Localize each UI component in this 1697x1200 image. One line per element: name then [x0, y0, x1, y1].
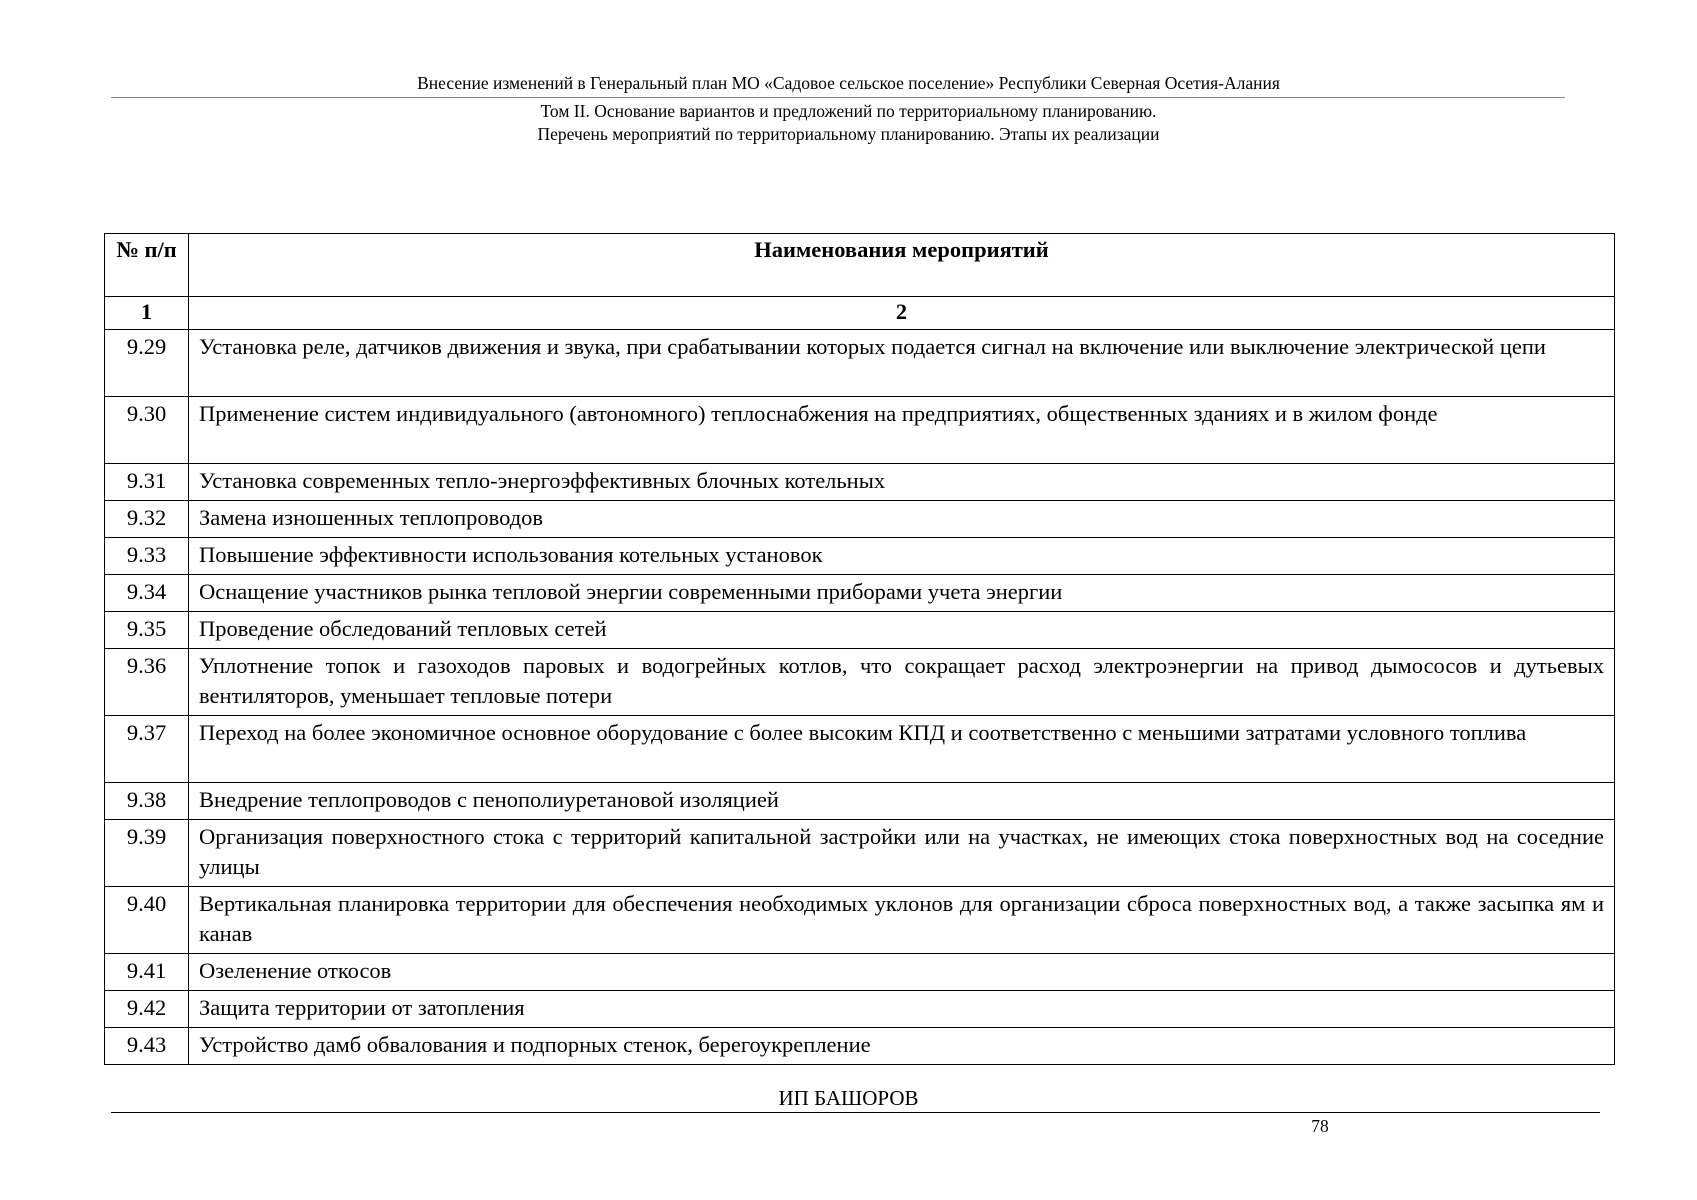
- table-row: [105, 397, 1615, 464]
- row-number: 9.39: [105, 820, 189, 887]
- measure-text: Проведение обследований тепловых сетей: [189, 612, 1615, 649]
- measure-text: Внедрение теплопроводов с пенополиуретановой изоляцией: [189, 783, 1615, 820]
- row-number: 9.38: [105, 783, 189, 820]
- row-number: 9.35: [105, 612, 189, 649]
- column-number-1: 1: [105, 297, 189, 330]
- table-row: [105, 991, 1615, 1028]
- measure-text: Организация поверхностного стока с территорий капитальной застройки или на участках, не имеющих стока поверхностных вод на соседние улицы: [189, 820, 1615, 887]
- column-number-2: 2: [189, 297, 1615, 330]
- table-row: [105, 1028, 1615, 1065]
- table-row: [105, 575, 1615, 612]
- measure-text: Защита территории от затопления: [189, 991, 1615, 1028]
- document-header-title: Внесение изменений в Генеральный план МО «Садовое сельское поселение» Республики Северная Осетия-Алания: [417, 73, 1280, 93]
- row-number: 9.30: [105, 397, 189, 464]
- measure-text: Замена изношенных теплопроводов: [189, 501, 1615, 538]
- measure-text: Вертикальная планировка территории для обеспечения необходимых уклонов для организации сброса поверхностных вод, а также засыпка ям и канав: [189, 887, 1615, 954]
- table-row: [105, 649, 1615, 716]
- row-number: 9.37: [105, 716, 189, 783]
- measure-text: Устройство дамб обвалования и подпорных стенок, берегоукрепление: [189, 1028, 1615, 1065]
- row-number: 9.40: [105, 887, 189, 954]
- measure-text: Установка реле, датчиков движения и звука, при срабатывании которых подается сигнал на включение или выключение электрической цепи: [189, 330, 1615, 397]
- measure-text: Повышение эффективности использования котельных установок: [189, 538, 1615, 575]
- table-row: [105, 612, 1615, 649]
- table-header-row: [105, 234, 1615, 297]
- footer-company-name: ИП БАШОРОВ: [778, 1086, 919, 1110]
- row-number: 9.42: [105, 991, 189, 1028]
- row-number: 9.31: [105, 464, 189, 501]
- measure-text: Оснащение участников рынка тепловой энергии современными приборами учета энергии: [189, 575, 1615, 612]
- column-header-measures: Наименования мероприятий: [189, 234, 1615, 297]
- measures-table: [104, 233, 1615, 1065]
- table-row: [105, 716, 1615, 783]
- row-number: 9.34: [105, 575, 189, 612]
- row-number: 9.29: [105, 330, 189, 397]
- table-row: [105, 783, 1615, 820]
- table-row: [105, 820, 1615, 887]
- measure-text: Переход на более экономичное основное оборудование с более высоким КПД и соответственно с меньшими затратами условного топлива: [189, 716, 1615, 783]
- measure-text: Установка современных тепло-энергоэффективных блочных котельных: [189, 464, 1615, 501]
- table-row: [105, 538, 1615, 575]
- table-row: [105, 501, 1615, 538]
- row-number: 9.32: [105, 501, 189, 538]
- table-row: [105, 464, 1615, 501]
- page-number: 78: [1311, 1116, 1329, 1136]
- row-number: 9.41: [105, 954, 189, 991]
- document-volume-title: Том II. Основание вариантов и предложений по территориальному планированию.: [540, 101, 1157, 121]
- row-number: 9.43: [105, 1028, 189, 1065]
- column-numbering-row: [105, 297, 1615, 330]
- measure-text: Озеленение откосов: [189, 954, 1615, 991]
- measure-text: Уплотнение топок и газоходов паровых и водогрейных котлов, что сокращает расход электроэнергии на привод дымососов и дутьевых вентиляторов, уменьшает тепловые потери: [189, 649, 1615, 716]
- row-number: 9.33: [105, 538, 189, 575]
- footer-divider: [111, 1112, 1600, 1113]
- document-section-title: Перечень мероприятий по территориальному планированию. Этапы их реализации: [537, 124, 1160, 144]
- column-header-number: № п/п: [105, 234, 189, 297]
- table-row: [105, 954, 1615, 991]
- measure-text: Применение систем индивидуального (автономного) теплоснабжения на предприятиях, общественных зданиях и в жилом фонде: [189, 397, 1615, 464]
- table-row: [105, 887, 1615, 954]
- header-divider: [111, 97, 1565, 98]
- table-row: [105, 330, 1615, 397]
- row-number: 9.36: [105, 649, 189, 716]
